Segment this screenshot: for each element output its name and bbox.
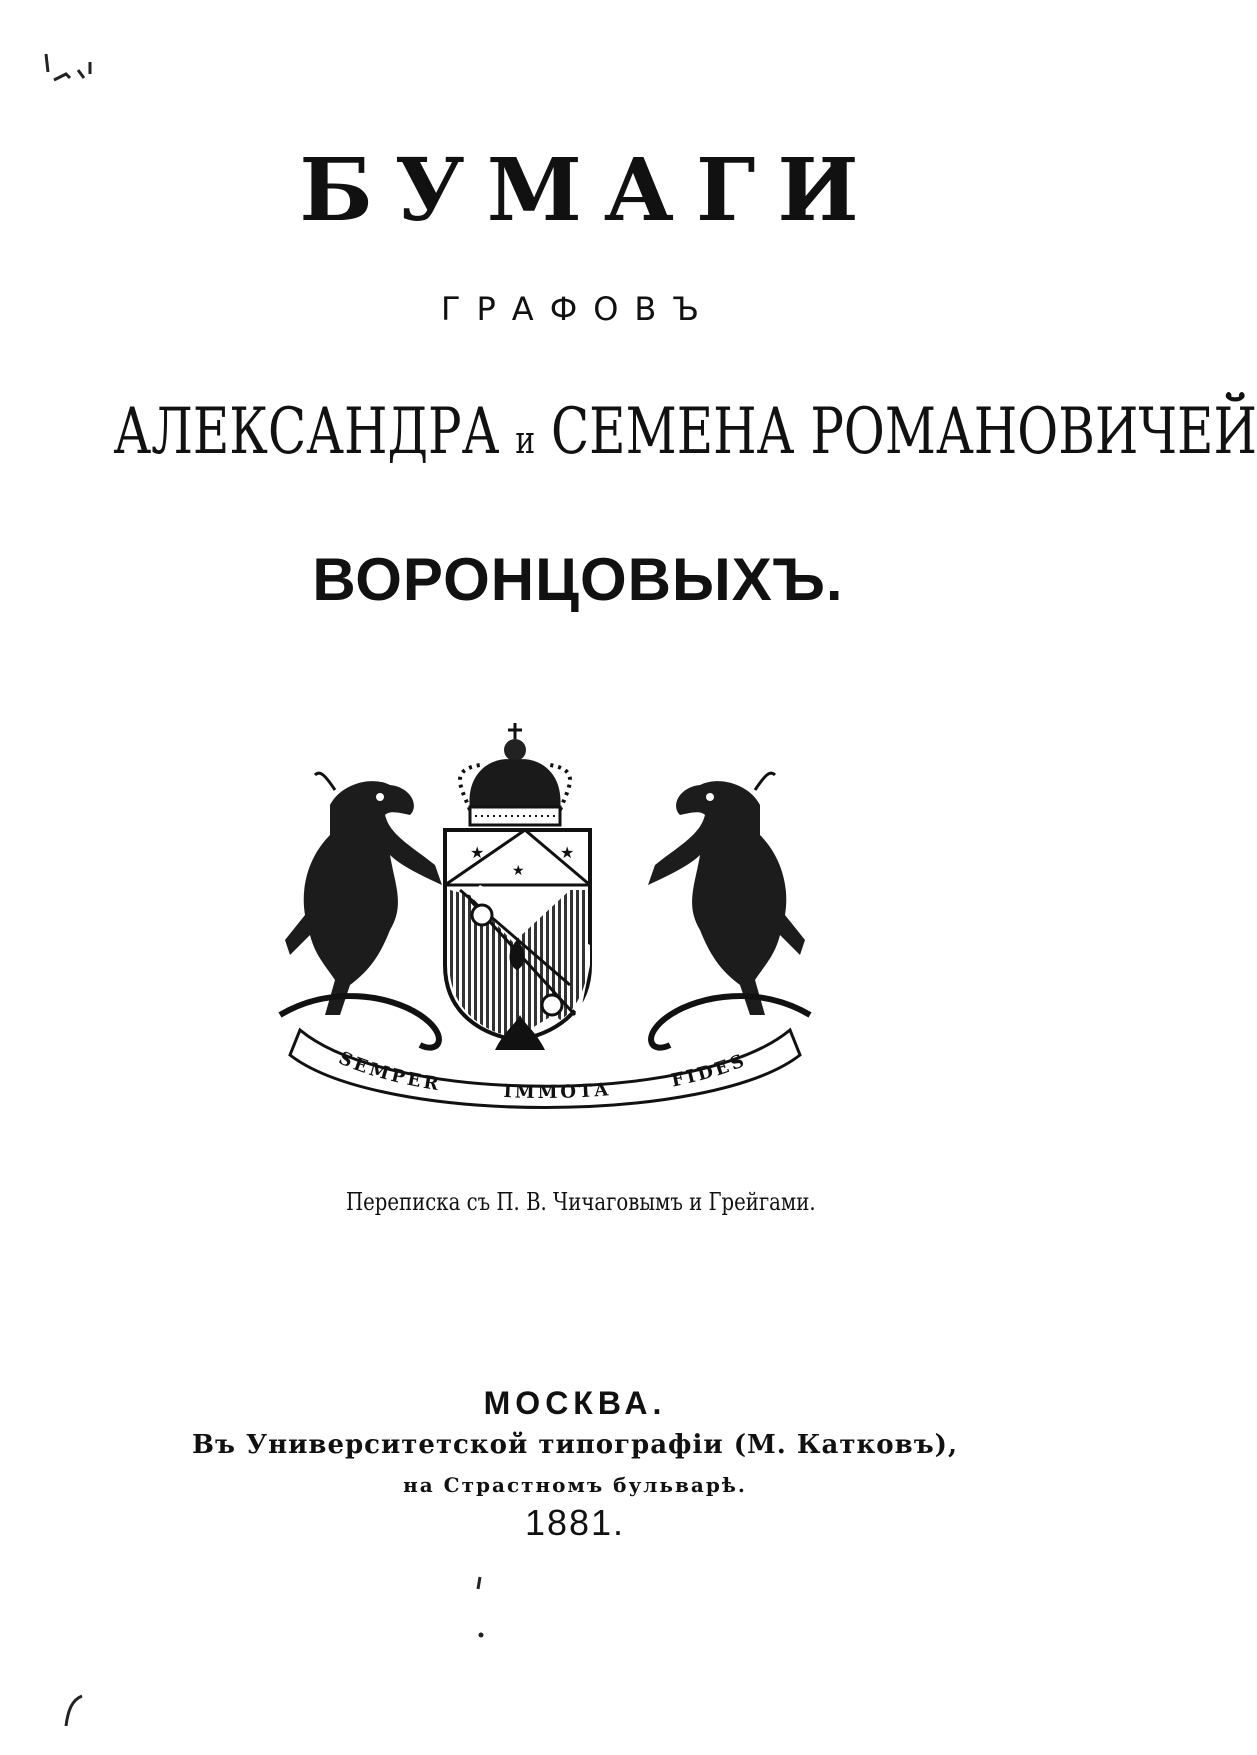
- shield-icon: [445, 830, 590, 1040]
- coat-of-arms-icon: [270, 715, 820, 1135]
- book-title: БУМАГИ: [299, 140, 881, 241]
- crown-icon: [460, 723, 570, 825]
- imprint-press: Въ Университетской типографіи (М. Катковъ),: [192, 1430, 958, 1460]
- title-names-conj: и: [515, 418, 536, 462]
- correspondence-subtitle: Переписка съ П. В. Чичаговымъ и Грейгами.: [345, 1188, 816, 1216]
- svg-text:★: ★: [470, 843, 485, 862]
- motto-word-1: SEMPER: [335, 1047, 443, 1096]
- imprint-city: МОСКВА.: [483, 1385, 667, 1421]
- right-horse-icon: [648, 773, 805, 1015]
- title-counts: ГРАФОВЪ: [440, 290, 716, 328]
- left-horse-icon: [285, 773, 442, 1015]
- motto-ribbon: [290, 1030, 800, 1108]
- title-names-part1: АЛЕКСАНДРА: [113, 395, 500, 469]
- scan-mark-icon: [472, 1575, 492, 1645]
- imprint-street: на Страстномъ бульварѣ.: [403, 1473, 747, 1497]
- svg-text:★: ★: [512, 863, 525, 879]
- scan-mark-icon: [60, 1690, 90, 1730]
- title-names-part2: СЕМЕНА РОМАНОВИЧЕЙ: [550, 395, 1257, 469]
- svg-text:★: ★: [560, 843, 575, 862]
- scan-mark-icon: [40, 50, 130, 100]
- title-names: [113, 395, 1257, 469]
- imprint-year: 1881.: [524, 1502, 626, 1543]
- title-family: ВОРОНЦОВЫХЪ.: [312, 546, 844, 613]
- svg-text:IMMOTA: [503, 1079, 612, 1103]
- motto-word-2: IMMOTA: [502, 1079, 612, 1104]
- motto-word-3: FIDES: [669, 1049, 750, 1092]
